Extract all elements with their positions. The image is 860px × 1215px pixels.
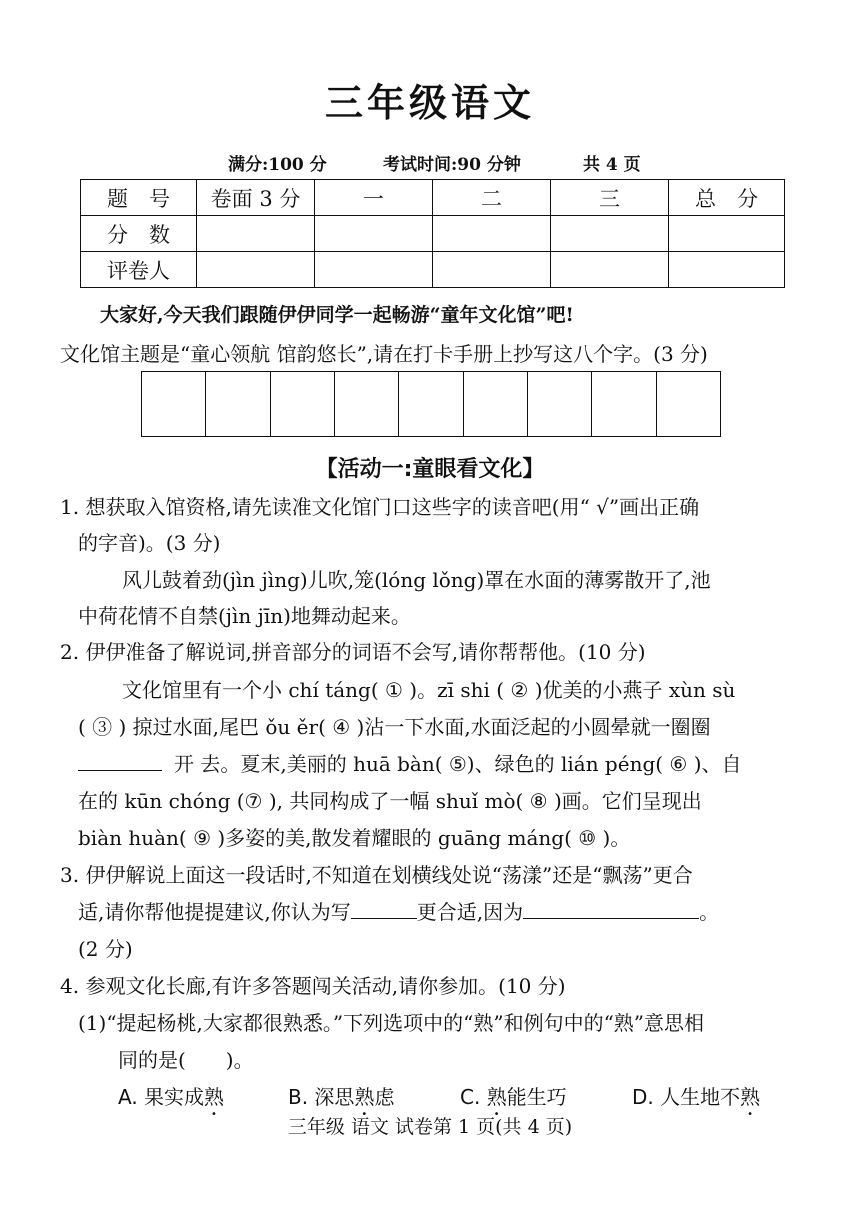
q3-text: 适,请你帮他提提建议,你认为写 <box>78 900 351 924</box>
option-text: D. 人生地不 <box>632 1085 741 1109</box>
row-label: 评卷人 <box>81 252 197 288</box>
page-count: 共 4 页 <box>583 155 641 175</box>
marked-char: 熟 <box>486 1085 507 1109</box>
q2-passage-line: ( ③ ) 掠过水面,尾巴 ǒu ěr( ④ )沾一下水面,水面泛起的小圆晕就一圈圈 <box>78 715 711 739</box>
writing-box[interactable] <box>464 372 528 436</box>
writing-box[interactable] <box>206 372 270 436</box>
writing-box[interactable] <box>592 372 656 436</box>
grader-cell[interactable] <box>433 252 551 288</box>
q4-sub-line: (1)“提起杨桃,大家都很熟悉。”下列选项中的“熟”和例句中的“熟”意思相 <box>78 1011 705 1035</box>
option-text: A. 果实成 <box>118 1085 205 1109</box>
copy-task-text: 文化馆主题是“童心领航 馆韵悠长”,请在打卡手册上抄写这八个字。(3 分) <box>60 342 708 366</box>
score-cell[interactable] <box>197 216 315 252</box>
grader-cell[interactable] <box>197 252 315 288</box>
writing-box[interactable] <box>657 372 720 436</box>
q1-passage-line: 中荷花情不自禁(jìn jīn)地舞动起来。 <box>78 604 411 628</box>
q4-line: 4. 参观文化长廊,有许多答题闯关活动,请你参加。(10 分) <box>60 974 566 998</box>
score-cell[interactable] <box>433 216 551 252</box>
header-cell: 二 <box>433 180 551 216</box>
grader-row <box>81 252 785 288</box>
writing-box[interactable] <box>142 372 206 436</box>
marked-char: 熟 <box>204 1085 225 1109</box>
header-cell: 三 <box>551 180 669 216</box>
exam-time: 考试时间:90 分钟 <box>383 155 521 175</box>
q2-passage-line: 文化馆里有一个小 chí táng( ① )。zī shi ( ② )优美的小燕子 xùn sù <box>122 678 736 702</box>
option-text: C. <box>460 1085 487 1109</box>
q2-passage-line <box>78 748 742 777</box>
q1-line: 1. 想获取入馆资格,请先读准文化馆门口这些字的读音吧(用“ √”画出正确 <box>60 495 700 519</box>
option-text: 虑 <box>374 1085 395 1109</box>
full-score: 满分:100 分 <box>228 155 327 175</box>
answer-blank[interactable] <box>351 900 417 919</box>
answer-blank[interactable] <box>78 752 162 771</box>
writing-box[interactable] <box>528 372 592 436</box>
score-cell[interactable] <box>669 216 785 252</box>
option-text: B. 深思 <box>288 1085 355 1109</box>
marked-char: 熟 <box>354 1085 375 1109</box>
writing-box[interactable] <box>399 372 463 436</box>
q2-line: 2. 伊伊准备了解说词,拼音部分的词语不会写,请你帮帮他。(10 分) <box>60 640 646 664</box>
copy-writing-grid <box>141 371 721 437</box>
option-text: 能生巧 <box>506 1085 567 1109</box>
answer-blank[interactable] <box>523 900 699 919</box>
header-cell: 一 <box>315 180 433 216</box>
q3-text: 。 <box>699 900 720 924</box>
q4-sub-line: 同的是( )。 <box>118 1048 254 1072</box>
grader-cell[interactable] <box>315 252 433 288</box>
score-cell[interactable] <box>551 216 669 252</box>
intro-text: 大家好,今天我们跟随伊伊同学一起畅游“童年文化馆”吧! <box>100 304 574 326</box>
q3-text: 更合适,因为 <box>416 900 524 924</box>
q1-passage-line: 风儿鼓着劲(jìn jìng)儿吹,笼(lóng lǒng)罩在水面的薄雾散开了,池 <box>122 568 711 592</box>
q3-line <box>78 896 719 925</box>
q2-passage-line: biàn huàn( ⑨ )多姿的美,散发着耀眼的 guāng máng( ⑩ )。 <box>78 826 631 850</box>
score-table <box>80 179 785 288</box>
score-table-header-row <box>81 180 785 216</box>
writing-box[interactable] <box>335 372 399 436</box>
header-cell: 卷面 3 分 <box>197 180 315 216</box>
score-cell[interactable] <box>315 216 433 252</box>
grader-cell[interactable] <box>551 252 669 288</box>
q3-line: 3. 伊伊解说上面这一段话时,不知道在划横线处说“荡漾”还是“飘荡”更合 <box>60 863 693 887</box>
page-title: 三年级语文 <box>324 80 535 125</box>
header-cell: 总 分 <box>669 180 785 216</box>
q3-line: (2 分) <box>78 937 133 961</box>
score-row <box>81 216 785 252</box>
header-cell: 题 号 <box>81 180 197 216</box>
marked-char: 熟 <box>740 1085 761 1109</box>
q2-passage-text: 开 去。夏末,美丽的 huā bàn( ⑤)、绿色的 lián péng( ⑥ )、自 <box>174 752 742 776</box>
row-label: 分 数 <box>81 216 197 252</box>
q2-passage-line: 在的 kūn chóng (⑦ ), 共同构成了一幅 shuǐ mò( ⑧ )画。它们呈现出 <box>78 789 702 813</box>
page-footer: 三年级 语文 试卷第 1 页(共 4 页) <box>287 1116 573 1138</box>
grader-cell[interactable] <box>669 252 785 288</box>
writing-box[interactable] <box>271 372 335 436</box>
q1-line: 的字音)。(3 分) <box>78 531 221 555</box>
activity-heading: 【活动一:童眼看文化】 <box>315 457 545 482</box>
